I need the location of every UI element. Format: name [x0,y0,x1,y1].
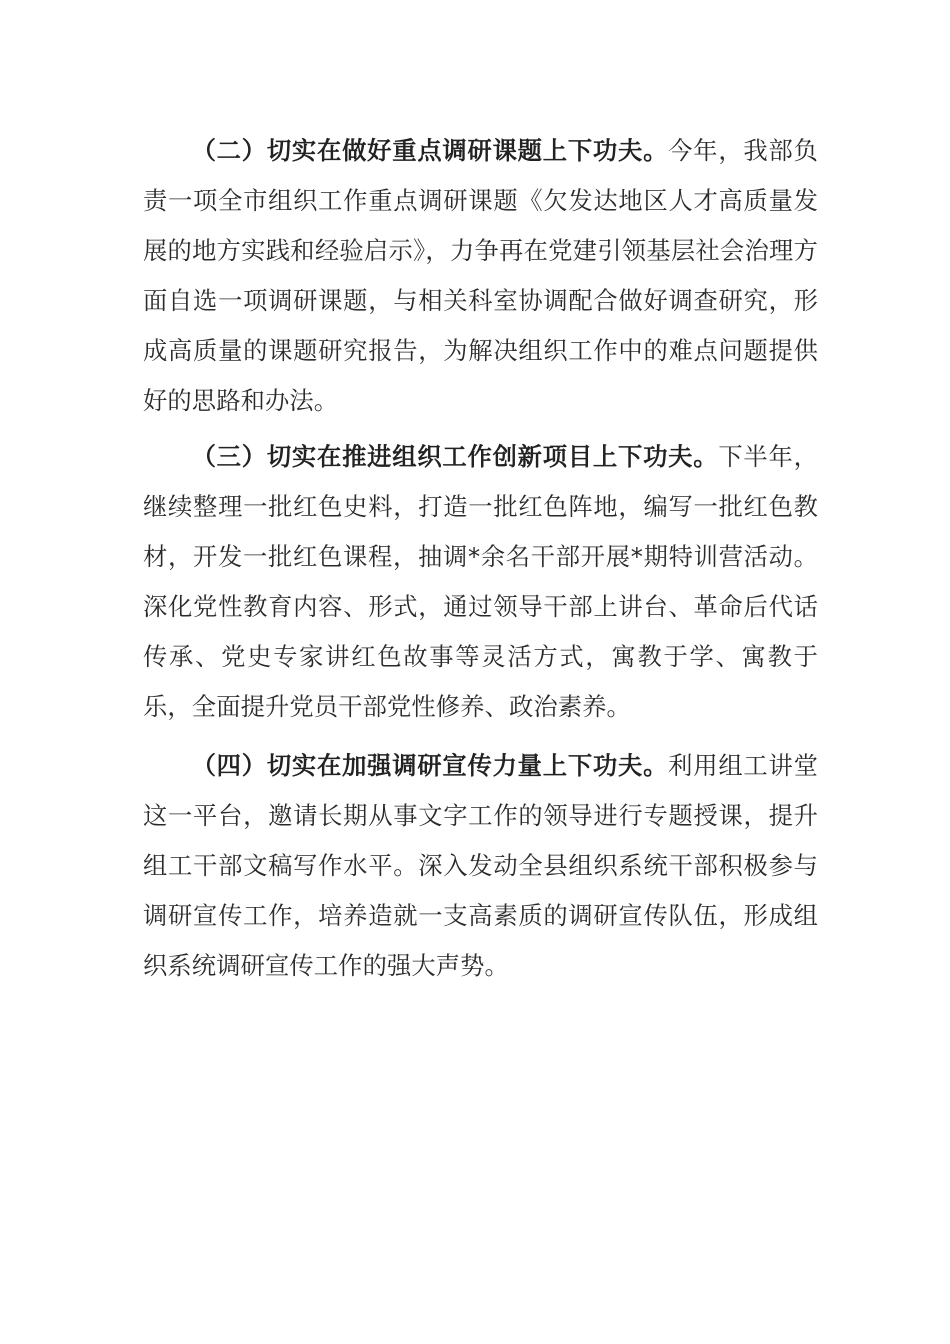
paragraph-heading: （三）切实在推进组织工作创新项目上下功夫。 [191,442,719,471]
paragraph-heading: （二）切实在做好重点调研课题上下功夫。 [191,136,669,165]
paragraph-2 [143,126,818,426]
paragraph-text: 利用组工讲堂这一平台，邀请长期从事文字工作的领导进行专题授课，提升组工干部文稿写作水平。深入发动全县组织系统干部积极参与调研宣传工作，培养造就一支高素质的调研宣传队伍，形成组织系统调研宣传工作的强大声势。 [143,751,818,980]
paragraph-text: 下半年，继续整理一批红色史料，打造一批红色阵地，编写一批红色教材，开发一批红色课程，抽调*余名干部开展*期特训营活动。深化党性教育内容、形式，通过领导干部上讲台、革命后代话传承、党史专家讲红色故事等灵活方式，寓教于学、寓教于乐，全面提升党员干部党性修养、政治素养。 [143,442,818,721]
document-body [143,126,818,997]
paragraph-4 [143,741,818,991]
paragraph-text: 今年，我部负责一项全市组织工作重点调研课题《欠发达地区人才高质量发展的地方实践和经验启示》，力争再在党建引领基层社会治理方面自选一项调研课题，与相关科室协调配合做好调查研究，形成高质量的课题研究报告，为解决组织工作中的难点问题提供好的思路和办法。 [143,136,818,415]
paragraph-3 [143,432,818,732]
paragraph-heading: （四）切实在加强调研宣传力量上下功夫。 [191,751,669,780]
